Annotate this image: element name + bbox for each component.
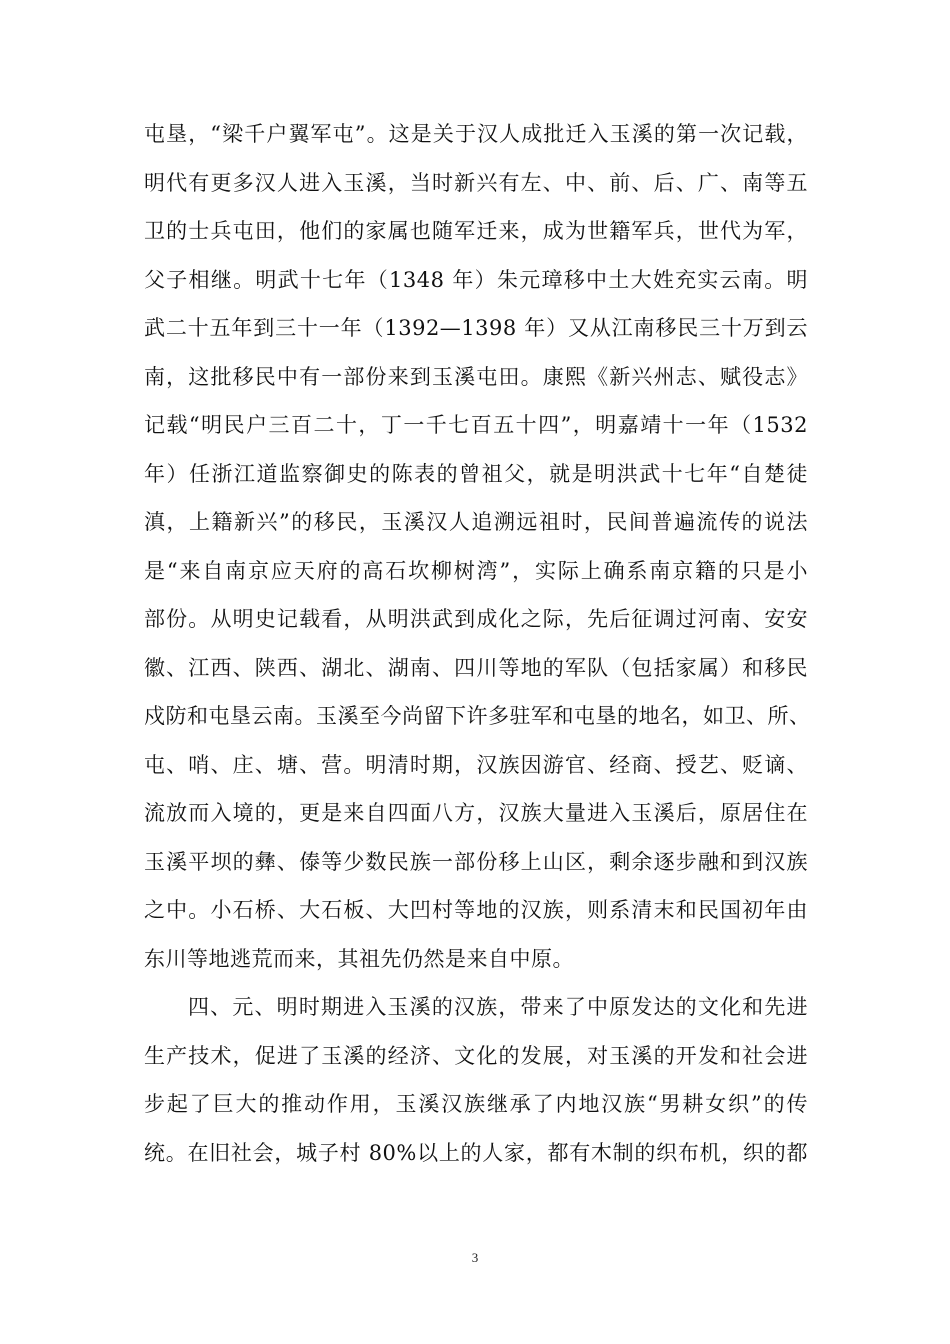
text-line: 南，这批移民中有一部份来到玉溪屯田。康熙《新兴州志、赋役志》 [144, 364, 808, 389]
text-line: 东川等地逃荒而来，其祖先仍然是来自中原。 [144, 946, 574, 971]
text-line: 统。在旧社会，城子村 80%以上的人家，都有木制的织布机，织的都 [144, 1140, 808, 1165]
text-line: 记载“明民户三百二十，丁一千七百五十四”，明嘉靖十一年（1532 [144, 413, 808, 437]
body-text [144, 110, 811, 1177]
text-line: 父子相继。明武十七年（1348 年）朱元璋移中土大姓充实云南。明 [144, 267, 808, 292]
text-line: 年）任浙江道监察御史的陈表的曾祖父，就是明洪武十七年“自楚徒 [144, 461, 808, 486]
text-line: 卫的士兵屯田，他们的家属也随军迁来，成为世籍军兵，世代为军， [144, 219, 808, 243]
text-line: 生产技术，促进了玉溪的经济、文化的发展，对玉溪的开发和社会进 [144, 1043, 808, 1068]
text-line: 戍防和屯垦云南。玉溪至今尚留下许多驻军和屯垦的地名，如卫、所、 [144, 704, 811, 728]
text-line: 四、元、明时期进入玉溪的汉族，带来了中原发达的文化和先进 [188, 995, 808, 1019]
paragraph [144, 983, 808, 1177]
page-number: 3 [471, 1250, 479, 1265]
text-line: 玉溪平坝的彝、傣等少数民族一部份移上山区，剩余逐步融和到汉族 [144, 849, 808, 874]
text-line: 部份。从明史记载看，从明洪武到成化之际，先后征调过河南、安安 [144, 607, 808, 631]
text-line: 屯、哨、庄、塘、营。明清时期，汉族因游官、经商、授艺、贬谪、 [144, 752, 808, 777]
text-line: 步起了巨大的推动作用，玉溪汉族继承了内地汉族“男耕女织”的传 [144, 1092, 808, 1116]
text-line: 之中。小石桥、大石板、大凹村等地的汉族，则系清末和民国初年由 [144, 898, 808, 922]
text-line: 流放而入境的，更是来自四面八方，汉族大量进入玉溪后，原居住在 [144, 801, 808, 825]
text-line: 明代有更多汉人进入玉溪，当时新兴有左、中、前、后、广、南等五 [144, 170, 808, 195]
text-line: 屯垦，“梁千户翼军屯”。这是关于汉人成批迁入玉溪的第一次记载， [144, 122, 808, 146]
text-line: 滇，上籍新兴”的移民，玉溪汉人追溯远祖时，民间普遍流传的说法 [144, 510, 808, 534]
text-line: 武二十五年到三十一年（1392—1398 年）又从江南移民三十万到云 [144, 316, 808, 340]
paragraph [144, 110, 811, 983]
text-line: 是“来自南京应天府的高石坎柳树湾”，实际上确系南京籍的只是小 [144, 558, 808, 583]
text-line: 徽、江西、陕西、湖北、湖南、四川等地的军队（包括家属）和移民 [144, 655, 808, 680]
